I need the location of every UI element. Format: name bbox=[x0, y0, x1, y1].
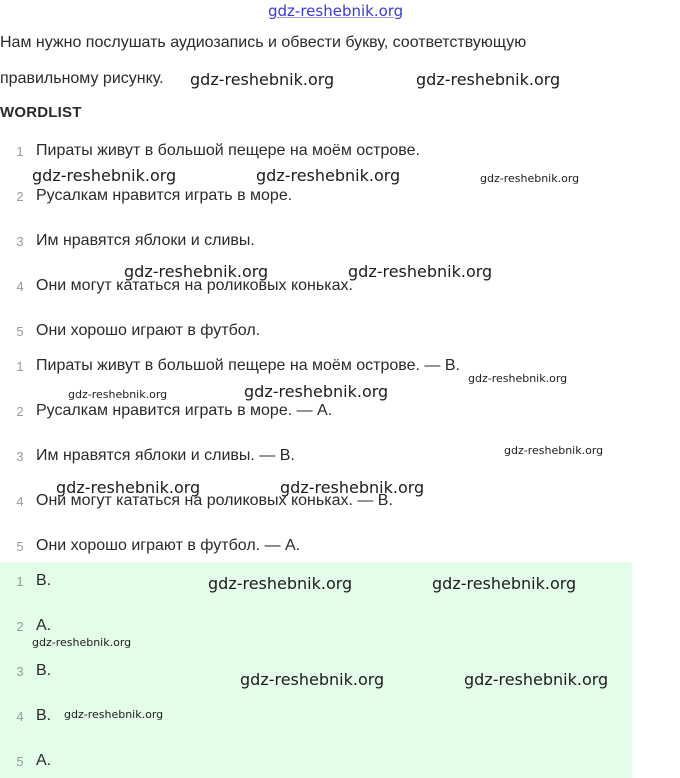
item-number: 5 bbox=[16, 324, 24, 339]
watermark: gdz-reshebnik.org bbox=[208, 574, 353, 593]
intro-line-1: Нам нужно послушать аудиозапись и обвести букву, соответствующую bbox=[0, 34, 527, 51]
wordlist-heading: WORDLIST bbox=[0, 104, 82, 121]
watermark: gdz-reshebnik.org bbox=[256, 166, 401, 185]
watermark: gdz-reshebnik.org bbox=[348, 262, 493, 281]
item-number: 4 bbox=[16, 709, 24, 724]
item-text: Они могут кататься на роликовых коньках. — В. bbox=[36, 492, 393, 509]
answer-letter: А. bbox=[36, 752, 52, 769]
watermark: gdz-reshebnik.org bbox=[64, 708, 164, 721]
item-number: 3 bbox=[16, 449, 24, 464]
watermark: gdz-reshebnik.org bbox=[56, 478, 201, 497]
item-number: 1 bbox=[16, 359, 24, 374]
item-number: 4 bbox=[16, 494, 24, 509]
watermark[interactable]: gdz-reshebnik.org bbox=[268, 2, 404, 20]
item-number: 3 bbox=[16, 664, 24, 679]
watermark: gdz-reshebnik.org bbox=[32, 636, 132, 649]
item-number: 5 bbox=[16, 539, 24, 554]
watermark: gdz-reshebnik.org bbox=[32, 166, 177, 185]
item-number: 2 bbox=[16, 619, 24, 634]
answer-letter: В. bbox=[36, 662, 52, 679]
watermark: gdz-reshebnik.org bbox=[416, 70, 561, 89]
watermark: gdz-reshebnik.org bbox=[432, 574, 577, 593]
watermark: gdz-reshebnik.org bbox=[468, 372, 568, 385]
intro-line-2: правильному рисунку. bbox=[0, 70, 164, 87]
item-number: 2 bbox=[16, 189, 24, 204]
item-number: 2 bbox=[16, 404, 24, 419]
watermark: gdz-reshebnik.org bbox=[68, 388, 168, 401]
item-number: 4 bbox=[16, 279, 24, 294]
answer-letter: В. bbox=[36, 707, 52, 724]
item-number: 1 bbox=[16, 144, 24, 159]
item-number: 3 bbox=[16, 234, 24, 249]
watermark: gdz-reshebnik.org bbox=[240, 670, 385, 689]
answer-letter: А. bbox=[36, 617, 52, 634]
watermark: gdz-reshebnik.org bbox=[504, 444, 604, 457]
watermark: gdz-reshebnik.org bbox=[124, 262, 269, 281]
item-text: Они могут кататься на роликовых коньках. bbox=[36, 277, 353, 294]
item-text: Пираты живут в большой пещере на моём острове. — В. bbox=[36, 357, 460, 374]
item-text: Русалкам нравится играть в море. — А. bbox=[36, 402, 333, 419]
item-number: 5 bbox=[16, 754, 24, 769]
item-number: 1 bbox=[16, 574, 24, 589]
item-text: Они хорошо играют в футбол. bbox=[36, 322, 261, 339]
watermark: gdz-reshebnik.org bbox=[244, 382, 389, 401]
item-text: Им нравятся яблоки и сливы. — В. bbox=[36, 447, 295, 464]
watermark: gdz-reshebnik.org bbox=[480, 172, 580, 185]
watermark: gdz-reshebnik.org bbox=[280, 478, 425, 497]
watermark: gdz-reshebnik.org bbox=[190, 70, 335, 89]
watermark: gdz-reshebnik.org bbox=[464, 670, 609, 689]
item-text: Они хорошо играют в футбол. — А. bbox=[36, 537, 301, 554]
answer-letter: В. bbox=[36, 572, 52, 589]
item-text: Пираты живут в большой пещере на моём острове. bbox=[36, 142, 420, 159]
item-text: Русалкам нравится играть в море. bbox=[36, 187, 293, 204]
item-text: Им нравятся яблоки и сливы. bbox=[36, 232, 255, 249]
